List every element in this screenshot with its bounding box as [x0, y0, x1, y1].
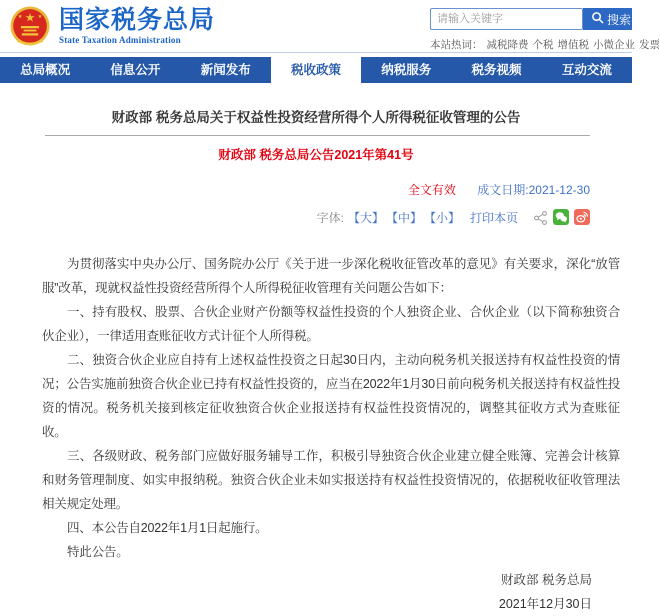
national-emblem-icon — [10, 4, 50, 48]
search-button-label: 搜索 — [607, 12, 632, 27]
search-area — [430, 8, 660, 52]
font-size-large-button[interactable]: 【大】 — [347, 210, 384, 225]
weibo-icon[interactable] — [574, 209, 590, 225]
site-title: 国家税务总局 — [59, 5, 216, 34]
issue-date: 成文日期:2021-12-30 — [477, 183, 590, 197]
nav-tab-tax-service[interactable]: 纳税服务 — [361, 57, 451, 83]
nav-tab-overview[interactable]: 总局概况 — [0, 57, 90, 83]
doc-paragraph: 为贯彻落实中央办公厅、国务院办公厅《关于进一步深化税收征管改革的意见》有关要求，深化“放管服”改革，现就权益性投资经营所得个人所得税征收管理有关问题公告如下： — [42, 257, 620, 295]
logo — [10, 4, 215, 48]
doc-paragraph: 一、持有股权、股票、合伙企业财产份额等权益性投资的个人独资企业、合伙企业（以下简称独资合伙企业），一律适用查账征收方式计征个人所得税。 — [42, 305, 620, 343]
logo-text — [59, 7, 215, 45]
signature-block — [0, 568, 632, 616]
hot-word-link[interactable]: 增值税 — [557, 39, 589, 51]
font-size-label: 字体: — [316, 210, 344, 225]
svg-text:★: ★ — [17, 13, 23, 20]
font-size-medium-button[interactable]: 【中】 — [385, 210, 422, 225]
page-title: 财政部 税务总局关于权益性投资经营所得个人所得税征收管理的公告 — [111, 110, 521, 125]
doc-paragraph: 四、本公告自2022年1月1日起施行。 — [67, 521, 268, 535]
doc-paragraph: 二、独资合伙企业应自持有上述权益性投资之日起30日内，主动向税务机关报送持有权益性投资的情况；公告实施前独资合伙企业已持有权益性投资的，应当在2022年1月30日前向税务机关报送持有权益性投资的情况。税务机关接到核定征收独资合伙企业报送持有权益性投资情况的，调整其征收方式为查账征收。 — [42, 353, 620, 439]
nav-tab-interaction[interactable]: 互动交流 — [542, 57, 632, 83]
nav-tab-news[interactable]: 新闻发布 — [181, 57, 271, 83]
document-area — [0, 109, 632, 616]
doc-number: 财政部 税务总局公告2021年第41号 — [218, 148, 414, 162]
hot-word-link[interactable]: 发票 — [639, 39, 660, 51]
wechat-icon[interactable] — [553, 209, 569, 225]
search-row — [430, 8, 632, 30]
status-badge: 全文有效 — [407, 183, 456, 197]
hot-words-label: 本站热词： — [430, 39, 483, 51]
svg-text:★: ★ — [37, 13, 43, 20]
hot-words — [430, 37, 660, 52]
nav-tab-tax-video[interactable]: 税务视频 — [451, 57, 541, 83]
doc-paragraph: 特此公告。 — [67, 545, 129, 559]
site-header — [0, 0, 660, 53]
svg-text:★: ★ — [24, 10, 36, 25]
doc-body — [0, 252, 632, 564]
signature-org: 财政部 税务总局 — [501, 573, 592, 587]
search-button[interactable] — [583, 8, 632, 30]
toolbar — [0, 209, 632, 225]
font-size-small-button[interactable]: 【小】 — [423, 210, 460, 225]
signature-date: 2021年12月30日 — [498, 597, 592, 611]
meta-row — [0, 183, 632, 197]
hot-word-link[interactable]: 个税 — [532, 39, 554, 51]
title-divider — [45, 135, 590, 136]
doc-paragraph: 三、各级财政、税务部门应做好服务辅导工作，积极引导独资合伙企业建立健全账簿、完善会计核算和财务管理制度、如实申报纳税。独资合伙企业未如实报送持有权益性投资情况的，依据税收征收管理法相关规定处理。 — [42, 449, 620, 511]
hot-word-link[interactable]: 小微企业 — [593, 39, 635, 51]
nav-tab-tax-policy[interactable]: 税收政策 — [271, 57, 361, 83]
magnifier-icon — [591, 11, 604, 27]
main-nav — [0, 57, 632, 83]
site-subtitle: State Taxation Administration — [59, 35, 181, 46]
hot-word-link[interactable]: 减税降费 — [486, 39, 529, 51]
nav-tab-info-disclosure[interactable]: 信息公开 — [90, 57, 180, 83]
print-page-button[interactable]: 打印本页 — [469, 210, 518, 225]
share-icon[interactable] — [533, 210, 548, 225]
search-input[interactable] — [430, 8, 583, 30]
